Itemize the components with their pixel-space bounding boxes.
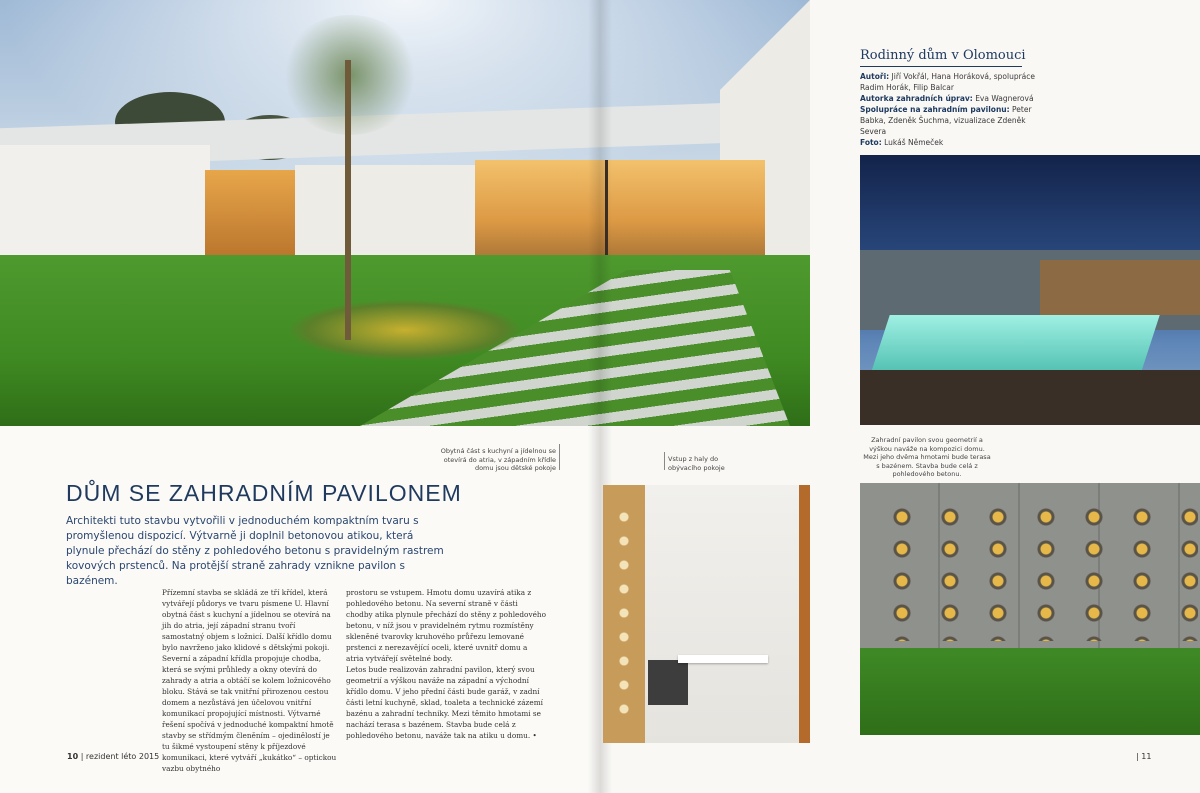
interior-caption-rule xyxy=(664,452,665,470)
title-rule xyxy=(860,66,1022,67)
article-lead: Architekti tuto stavbu vytvořili v jednoduchém kompaktním tvaru s promyšlenou dispozicí. Výtvarně ji doplnil betonovou atikou, která plynule přechází do stěny z pohledového betonu s pravidelným rastrem kovových prstenců. Na protější straně zahrady vznikne pavilon s bazénem. xyxy=(66,515,444,587)
body-paragraph: Letos bude realizován zahradní pavilon, který svou geometrií a výškou naváže na západní a východní křídlo domu. V jeho přední části bude garáž, v zadní části letní kuchyně, sklad, toaleta a technické zázemí bazénu a zahradní techniky. Mezi těmito hmotami se nachází terasa s bazénem. Stavba bude celá z pohledového betonu, naváže tak na atiku u domu. • xyxy=(346,665,543,740)
credits-block xyxy=(860,71,1040,148)
concrete-wall-photo xyxy=(860,483,1200,735)
interior-photo xyxy=(603,485,810,743)
credit-authors: Autoři: Jiří Vokřál, Hana Horáková, spolupráce Radim Horák, Filip Balcar xyxy=(860,72,1036,92)
magazine-issue: | rezident léto 2015 xyxy=(80,752,160,761)
credit-pavilion: Spolupráce na zahradním pavilonu: Peter Babka, Zdeněk Šuchma, vizualizace Zdeněk Severa xyxy=(860,105,1032,136)
hero-photo-house-atrium xyxy=(0,0,810,426)
credit-photo: Foto: Lukáš Němeček xyxy=(860,138,944,147)
article-headline: DŮM SE ZAHRADNÍM PAVILONEM xyxy=(66,480,462,506)
page-number-right: | 11 xyxy=(1136,752,1152,761)
body-paragraph: Přízemní stavba se skládá ze tří křídel, která vytvářejí půdorys ve tvaru písmene U. Hlavní obytná část s kuchyní a jídelnou se otevírá na jih do atria, její západní stranu tvoří samostatný objem s ložnicí. Další křídlo domu bylo navrženo jako klidové s dětskými pokoji. Severní a západní křídla propojuje chodba, která se svými průhledy a okny otevírá do zahrady a atria a obtáčí se kolem ložnicového bloku. Stává se tak vnitřní přirozenou cestou domem a nezůstává jen účelovou vnitřní komunikací propojující místnosti. Výtvarné řešení spočívá v jednoduché kompaktní hmotě stavby se střídmým členěním – ojedinělostí je tu šikmé vystoupení stěny k příjezdové komunikaci, které vytváří „kukátko“ – optickou vazbu obytného xyxy=(162,588,337,773)
body-column-1 xyxy=(162,587,339,774)
page-number-left: 10 xyxy=(67,752,79,761)
project-title: Rodinný dům v Olomouci xyxy=(860,48,1026,63)
folio-left xyxy=(67,752,159,761)
hero-caption-rule xyxy=(559,444,560,470)
pool-caption: Zahradní pavilon svou geometrií a výškou naváže na kompozici domu. Mezi jeho dvěma hmotami bude terasa s bazénem. Stavba bude celá z pohledového betonu. xyxy=(863,436,991,478)
hero-caption: Obytná část s kuchyní a jídelnou se otevírá do atria, v západním křídle domu jsou dětské pokoje xyxy=(440,447,556,472)
pool-pavilion-photo xyxy=(860,155,1200,425)
interior-caption: Vstup z haly do obývacího pokoje xyxy=(668,455,725,472)
body-paragraph: prostoru se vstupem. Hmotu domu uzavírá atika z pohledového betonu. Na severní straně v části chodby atika plynule přechází do stěny z pohledového betonu, v níž jsou v pravidelném rytmu rozmístěny skleněné tvarovky kruhového průřezu lemované prstenci z nerezavějící oceli, které uvnitř domu a atria vytvářejí světelné body. xyxy=(346,588,546,663)
credit-garden: Autorka zahradních úprav: Eva Wagnerová xyxy=(860,94,1034,103)
body-column-2 xyxy=(346,587,546,741)
